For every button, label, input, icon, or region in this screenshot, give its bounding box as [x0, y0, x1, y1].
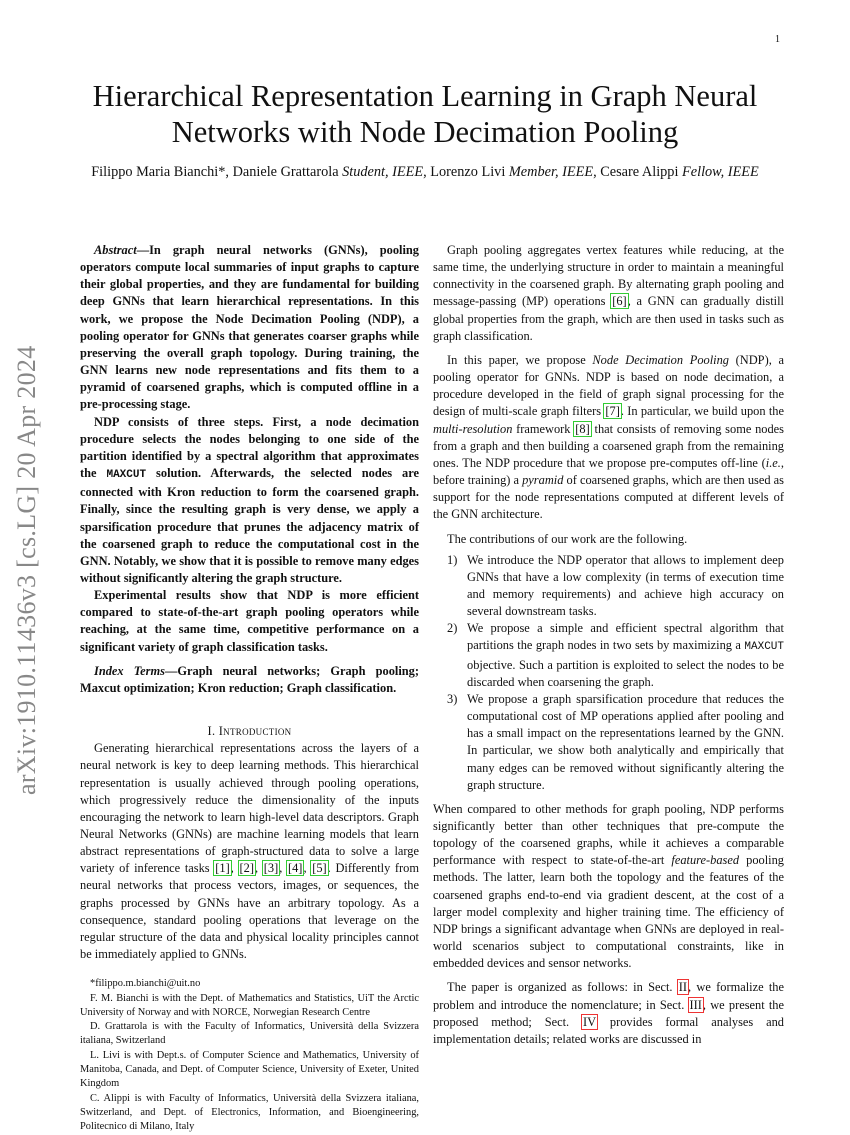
text-segment: MAXCUT	[744, 641, 784, 654]
text-segment: —In graph neural networks (GNNs), pooling operators compute local summaries of input graphs to capture their global properties, and they are fundamental for building deep GNNs that learn hierarchical representations. In this work, we propose the Node Decimation Pooling (NDP), a pooling operator for GNNs that generates coarser graphs while preserving the overall graph topology. During training, the GNN learns new node representations and fits them to a pyramid of coarsened graphs, which is computed offline in a pre-processing stage.	[80, 243, 419, 412]
text-segment: , we present the proposed method; Sect.	[433, 997, 784, 1029]
text-segment: framework	[512, 421, 575, 436]
text-segment: Member, IEEE	[508, 164, 594, 180]
text-segment: , Lorenzo Livi	[423, 164, 509, 180]
text-segment: ,	[303, 861, 312, 876]
list-item-text	[467, 621, 784, 688]
footnote: L. Livi is with Dept.s. of Computer Science and Mathematics, University of Manitoba, Canada, and Dept. of Computer Science, University of Exeter, United Kingdom	[80, 1049, 419, 1090]
text-segment: Index Terms	[94, 663, 165, 678]
text-segment: . Differently from neural networks that process vectors, images, or sequences, the graphs processed by GNNs have an arbitrary topology. As a consequence, standard pooling operations that leverage on the regular structure of the data and physical locality principles cannot be immediately applied to GNNs.	[80, 861, 420, 962]
left-column	[80, 242, 419, 1135]
text-segment: In this paper, we propose	[447, 352, 593, 367]
text-segment: (NDP), a pooling operator for GNNs. NDP is based on node decimation, a procedure developed in the field of graph signal processing for the design of multi-scale graph filters	[433, 352, 784, 419]
text-segment: feature-based	[671, 853, 740, 868]
list-number: 1)	[447, 552, 458, 567]
footnote: *filippo.m.bianchi@uit.no	[90, 978, 201, 990]
citation-link[interactable]: [6]	[612, 294, 627, 309]
text-segment: Fellow, IEEE	[682, 164, 759, 180]
text-segment: The paper is organized as follows: in Sect.	[447, 980, 678, 995]
text-segment: I. I	[207, 724, 224, 739]
footnote: F. M. Bianchi is with the Dept. of Mathematics and Statistics, UiT the Arctic University of Norway and with NORCE, Norwegian Research Centre	[80, 992, 419, 1018]
text-segment: , a GNN can gradually distill global properties from the graph, which are then used in tasks such as graph classification.	[433, 294, 784, 343]
text-segment: pyramid	[522, 473, 564, 488]
list-number: 3)	[447, 691, 458, 706]
text-segment: We propose a graph sparsification procedure that reduces the computational cost of MP operations applied after pooling and has a small impact on the representations learned by the GNN. In particular, we show both analytically and empirically that many edges can be removed without significantly altering the graph structure.	[467, 691, 784, 792]
text-segment: multi-resolution	[433, 421, 513, 436]
citation-link[interactable]: [7]	[605, 404, 620, 419]
contributions-list	[433, 552, 784, 794]
text-segment: , we formalize the problem and introduce the nomenclature; in Sect.	[433, 980, 784, 1012]
text-segment: ntroduction	[223, 724, 292, 739]
body-paragraph	[433, 531, 784, 548]
text-segment: Filippo Maria Bianchi*, Daniele Grattarola	[91, 164, 343, 180]
intro-paragraph	[80, 740, 419, 963]
abstract-paragraph	[80, 587, 419, 656]
text-segment: ,	[279, 861, 287, 876]
citation-link[interactable]: [8]	[575, 421, 590, 436]
text-segment: Generating hierarchical representations across the layers of a neural network is key to deep learning methods. This hierarchical representation is usually achieved through pooling operations, which progressively reduce the dimensionality of the inputs encouraging the network to learn high-level data descriptors. Graph Neural Networks (GNNs) are machine learning models that learn abstract representations of graph-structured data to solve a large variety of inference tasks	[80, 741, 419, 876]
text-segment: of coarsened graphs, which are then used as support for the node representations computed at different levels of the GNN architecture.	[433, 473, 784, 522]
list-item	[433, 620, 784, 691]
section-ref-link[interactable]: III	[689, 997, 702, 1012]
list-number: 2)	[447, 621, 458, 636]
abstract	[80, 242, 419, 656]
footnote: C. Alippi is with Faculty of Informatics, Università della Svizzera italiana, Switzerland, and Dept. of Electronics, Information, and Bioengineering, Politecnico di Milano, Italy	[80, 1092, 419, 1133]
text-segment: Node Decimation Pooling	[592, 352, 729, 367]
text-segment: objective. Such a partition is exploited to select the nodes to be discarded when coarsening the graph.	[467, 657, 784, 689]
text-segment: ,	[230, 861, 239, 876]
text-segment: Student, IEEE	[342, 164, 424, 180]
text-segment: We introduce the NDP operator that allows to implement deep GNNs that have a low complexity (in terms of execution time and memory requirements) and achieve high accuracy on several downstream tasks.	[467, 552, 784, 619]
text-segment: , before training) a	[433, 455, 784, 488]
text-segment: i.e.	[765, 455, 781, 470]
text-segment: —Graph neural networks; Graph pooling; Maxcut optimization; Kron reduction; Graph classification.	[80, 663, 419, 695]
text-segment: Abstract	[94, 243, 137, 257]
text-segment: solution. Afterwards, the selected nodes are connected with Kron reduction to form the coarsened graph. Finally, since the resulting graph is very dense, we apply a sparsification procedure that prunes the adjacency matrix of the coarsened graph to reduce the computational cost in the GNN. Notably, we show that it is possible to remove many edges without significantly altering the graph structure.	[80, 466, 419, 585]
section-heading-introduction	[80, 723, 419, 740]
text-segment: Experimental results show that NDP is more efficient compared to state-of-the-art graph pooling operators while reaching, at the same time, competitive performance on a significant variety of graph classification tasks.	[80, 588, 419, 654]
footnote: D. Grattarola is with the Faculty of Informatics, Università della Svizzera italiana, Switzerland	[80, 1021, 419, 1047]
citation-link[interactable]: [4]	[287, 861, 303, 876]
body-paragraph	[433, 352, 784, 524]
text-segment: ,	[254, 861, 263, 876]
text-segment: When compared to other methods for graph pooling, NDP performs significantly better than other techniques that pre-compute the topology of the coarsened graphs, while it achieves a comparable performance with respect to state-of-the-art	[433, 801, 784, 868]
list-item	[433, 691, 784, 794]
text-segment: that consists of removing some nodes from a graph and then building a coarsened graph from the remaining ones. The NDP procedure that we propose pre-computes off-line (	[433, 421, 784, 470]
section-ref-link[interactable]: II	[678, 980, 688, 995]
text-segment: . In particular, we build upon the	[620, 404, 784, 419]
right-column	[433, 242, 784, 1048]
text-segment: , Cesare Alippi	[593, 164, 683, 180]
list-item-text	[467, 692, 784, 792]
body-paragraph	[433, 242, 784, 345]
citation-link[interactable]: [1]	[215, 861, 230, 876]
arxiv-stamp: arXiv:1910.11436v3 [cs.LG] 20 Apr 2024	[12, 345, 41, 795]
text-segment: The contributions of our work are the following.	[447, 531, 688, 546]
author-list	[40, 163, 810, 181]
citation-link[interactable]: [3]	[263, 861, 279, 876]
text-segment: provides formal analyses and implementation details; related works are discussed in	[433, 1014, 784, 1046]
body-paragraph	[433, 979, 784, 1048]
page-number: 1	[775, 34, 780, 45]
text-segment: Graph pooling aggregates vertex features while reducing, at the same time, the underlying structure in order to maintain a meaningful connectivity in the coarsened graph. By alternating graph pooling and message-passing (MP) operations	[433, 243, 784, 309]
citation-link[interactable]: [2]	[239, 861, 254, 876]
list-item	[433, 552, 784, 621]
list-item-text	[467, 553, 784, 618]
text-segment: MAXCUT	[106, 469, 147, 482]
text-segment: We propose a simple and efficient spectral algorithm that partitions the graph nodes in two sets by maximizing a	[467, 621, 784, 653]
body-paragraph	[433, 801, 784, 973]
text-segment: pooling methods. The latter, learn both the topology and the features of the coarsened graphs end-to-end via gradient descent, at the cost of a larger model complexity and higher training time. The efficiency of NDP brings a significant advantage when GNNs are deployed in real-world scenarios subject to computational constraints, like in embedded devices and sensor networks.	[433, 853, 784, 971]
abstract-paragraph	[80, 414, 419, 588]
abstract-paragraph	[80, 242, 419, 414]
citation-link[interactable]: [5]	[312, 861, 327, 876]
index-terms	[80, 663, 419, 697]
paper-title: Hierarchical Representation Learning in Graph Neural Networks with Node Decimation Pooling	[92, 79, 758, 149]
text-segment: NDP consists of three steps. First, a node decimation procedure selects the nodes belonging to one side of the partition identified by a spectral algorithm that approximates the	[80, 414, 419, 481]
footnotes	[80, 963, 419, 1134]
section-ref-link[interactable]: IV	[582, 1014, 597, 1029]
